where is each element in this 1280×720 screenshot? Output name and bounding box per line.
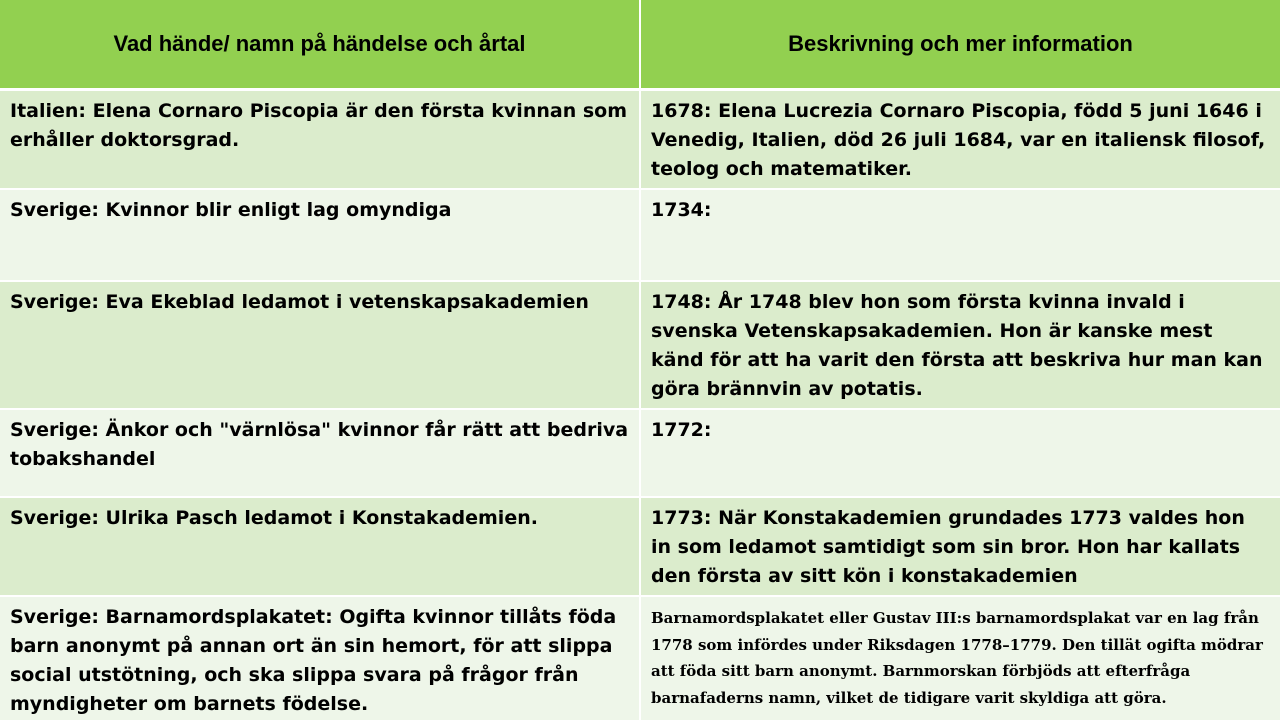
event-cell: Italien: Elena Cornaro Piscopia är den första kvinnan som erhåller doktorsgrad. xyxy=(0,90,640,190)
description-cell: 1773: När Konstakademien grundades 1773 valdes hon in som ledamot samtidigt som sin bror. Hon har kallats den första av sitt kön i konstakademien xyxy=(640,497,1280,596)
event-cell: Sverige: Ulrika Pasch ledamot i Konstakademien. xyxy=(0,497,640,596)
table-row xyxy=(0,409,1280,497)
table-row xyxy=(0,497,1280,596)
table-row xyxy=(0,596,1280,720)
description-cell: Barnamordsplakatet eller Gustav III:s barnamordsplakat var en lag från 1778 som infördes under Riksdagen 1778–1779. Den tillät ogifta mödrar att föda sitt barn anonymt. Barnmorskan förbjöds att efterfråga barnafaderns namn, vilket de tidigare varit skyldiga att göra. xyxy=(640,596,1280,720)
table-header-row xyxy=(0,0,1280,90)
table-row xyxy=(0,189,1280,281)
header-description: Beskrivning och mer information xyxy=(640,0,1280,90)
description-cell: 1678: Elena Lucrezia Cornaro Piscopia, född 5 juni 1646 i Venedig, Italien, död 26 juli 1684, var en italiensk filosof, teolog och matematiker. xyxy=(640,90,1280,190)
table-row xyxy=(0,281,1280,409)
description-cell: 1748: År 1748 blev hon som första kvinna invald i svenska Vetenskapsakademien. Hon är kanske mest känd för att ha varit den första att beskriva hur man kan göra brännvin av potatis. xyxy=(640,281,1280,409)
event-cell: Sverige: Barnamordsplakatet: Ogifta kvinnor tillåts föda barn anonymt på annan ort än sin hemort, för att slippa social utstötning, och ska slippa svara på frågor från myndigheter om barnets födelse. xyxy=(0,596,640,720)
event-cell: Sverige: Kvinnor blir enligt lag omyndiga xyxy=(0,189,640,281)
event-cell: Sverige: Änkor och "värnlösa" kvinnor får rätt att bedriva tobakshandel xyxy=(0,409,640,497)
description-cell: 1772: xyxy=(640,409,1280,497)
table-row xyxy=(0,90,1280,190)
event-cell: Sverige: Eva Ekeblad ledamot i vetenskapsakademien xyxy=(0,281,640,409)
header-event: Vad hände/ namn på händelse och årtal xyxy=(0,0,640,90)
description-cell: 1734: xyxy=(640,189,1280,281)
